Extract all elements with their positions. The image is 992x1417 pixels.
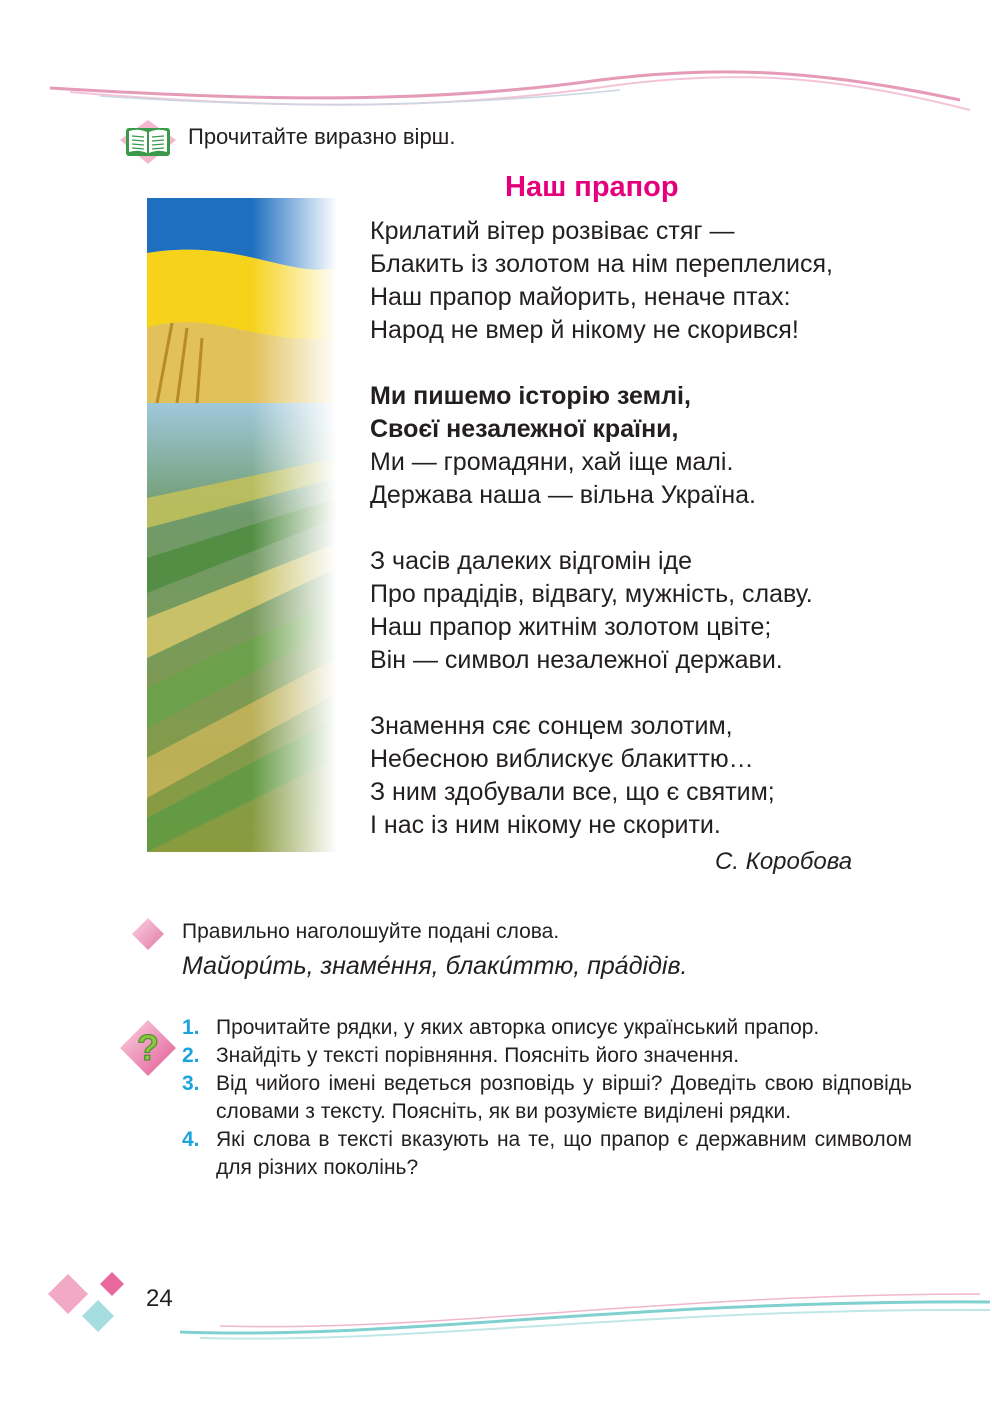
poem-line: Ми — громадяни, хай іще малі.	[370, 448, 734, 476]
svg-text:?: ?	[137, 1027, 159, 1068]
poem-line: Знамення сяє сонцем золотим,	[370, 712, 733, 740]
question-item	[182, 1042, 912, 1070]
book-icon	[118, 118, 178, 166]
poem-line-highlighted: Ми пишемо історію землі,	[370, 382, 691, 410]
poem-line: Він — символ незалежної держави.	[370, 646, 783, 674]
question-number: 1.	[182, 1016, 200, 1039]
reading-instruction: Прочитайте виразно вірш.	[188, 124, 456, 149]
stress-instruction: Правильно наголошуйте подані слова.	[182, 920, 560, 943]
question-item	[182, 1126, 912, 1182]
poem-line: Блакить із золотом на нім переплелися,	[370, 250, 834, 278]
top-decorative-swoosh	[0, 60, 992, 120]
poem-author: С. Коробова	[715, 848, 853, 875]
question-number: 2.	[182, 1044, 200, 1067]
question-item	[182, 1070, 912, 1126]
stress-words: Майори́ть, знаме́ння, блаки́ттю, пра́дідів.	[182, 952, 688, 980]
question-icon	[118, 1018, 178, 1078]
poem-line: Наш прапор майорить, неначе птах:	[370, 283, 791, 311]
poem-line-highlighted: Своєї незалежної країни,	[370, 415, 679, 443]
poem-line: Про прадідів, відвагу, мужність, славу.	[370, 580, 813, 608]
poem-line: Крилатий вітер розвіває стяг —	[370, 217, 735, 245]
poem-line: Держава наша — вільна Україна.	[370, 481, 756, 509]
poem-line: Небесною виблискує блакиттю…	[370, 745, 754, 773]
poem-line: З ним здобували все, що є святим;	[370, 778, 775, 806]
question-number: 4.	[182, 1128, 200, 1151]
flag-landscape-illustration	[147, 198, 337, 852]
question-text: Прочитайте рядки, у яких авторка описує український прапор.	[216, 1016, 820, 1039]
poem-line: І нас із ним нікому не скорити.	[370, 811, 721, 839]
question-number: 3.	[182, 1072, 200, 1095]
poem-title: Наш прапор	[505, 171, 679, 203]
corner-decorative-diamonds	[44, 1268, 134, 1338]
poem-line: Народ не вмер й нікому не скорився!	[370, 316, 799, 344]
question-text: Знайдіть у тексті порівняння. Поясніть його значення.	[216, 1044, 740, 1067]
page-number: 24	[146, 1285, 173, 1312]
diamond-icon	[130, 916, 166, 952]
poem-line: З часів далеких відгомін іде	[370, 547, 693, 575]
poem-body	[370, 215, 833, 842]
questions-list	[182, 1014, 912, 1182]
poem-line: Наш прапор житнім золотом цвіте;	[370, 613, 772, 641]
question-item	[182, 1014, 912, 1042]
question-text: Які слова в тексті вказують на те, що прапор є державним символом для різних поколінь?	[216, 1128, 912, 1179]
question-text: Від чийого імені ведеться розповідь у вірші? Доведіть свою відповідь словами з тексту. Поясніть, як ви розумієте виділені рядки.	[216, 1072, 912, 1123]
